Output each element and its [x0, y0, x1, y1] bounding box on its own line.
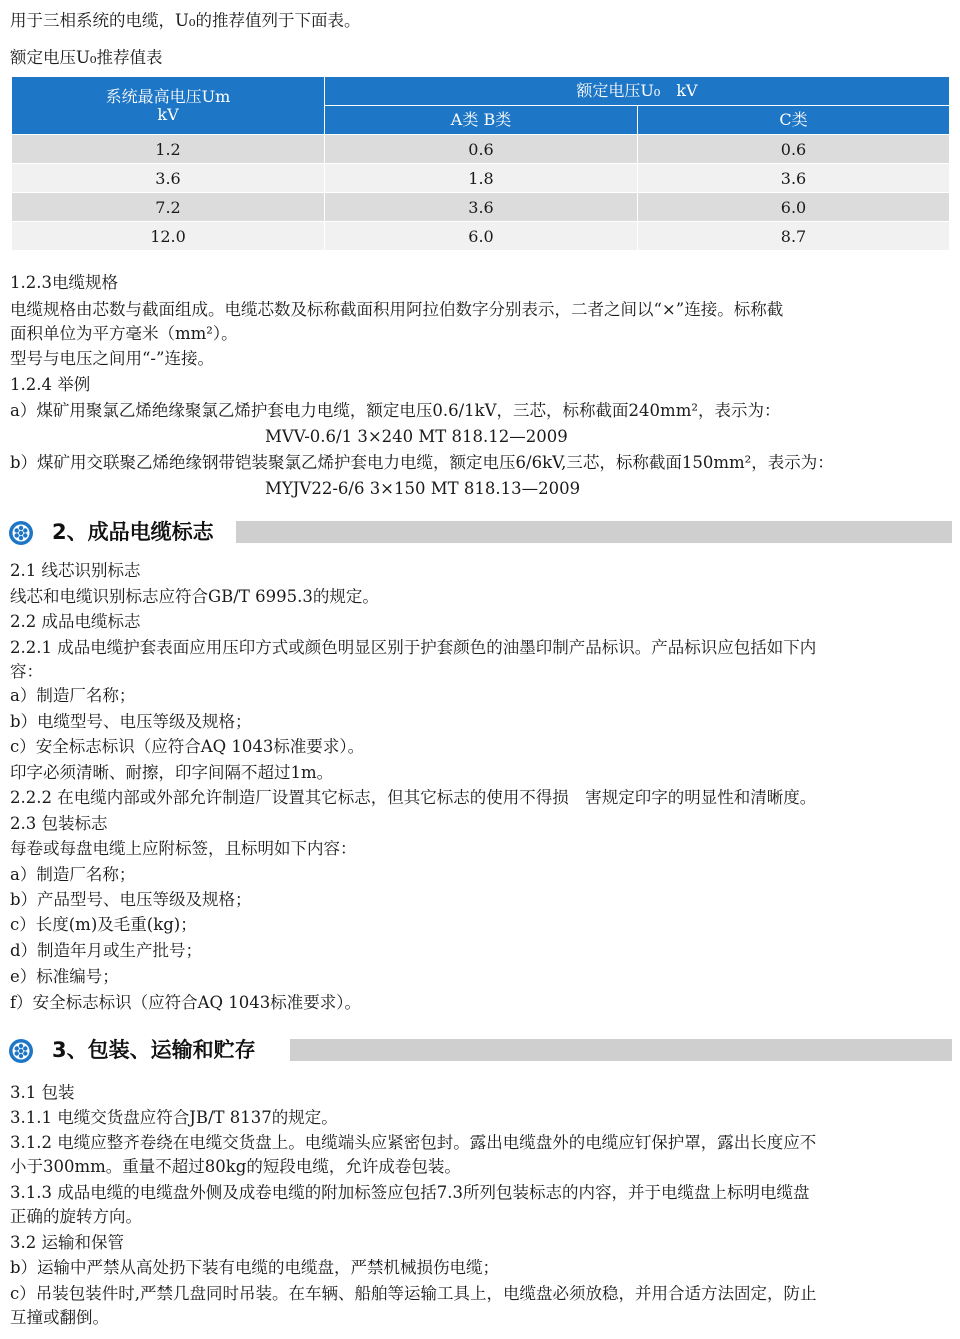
text-line: e）标准编号； — [10, 967, 119, 986]
section-3-title: 3、包装、运输和贮存 — [52, 1038, 256, 1062]
text-line: 型号与电压之间用“-”连接。 — [10, 349, 214, 368]
text-line: a）制造厂名称； — [10, 686, 136, 705]
text-line: 3.2 运输和保管 — [10, 1233, 124, 1252]
text-line: 1.2.4 举例 — [10, 375, 91, 394]
text-line: c）安全标志标识（应符合AQ 1043标准要求）。 — [10, 737, 365, 756]
text-line: d）制造年月或生产批号； — [10, 941, 203, 960]
text-line: 正确的旋转方向。 — [10, 1207, 142, 1226]
text-line: 面积单位为平方毫米（mm²）。 — [10, 324, 238, 343]
cable-cross-section-icon — [8, 1038, 34, 1064]
text-line: 2.1 线芯识别标志 — [10, 561, 141, 580]
text-line: b）电缆型号、电压等级及规格； — [10, 712, 252, 731]
section-2-bar — [236, 521, 952, 543]
text-line: 2.2.1 成品电缆护套表面应用压印方式或颜色明显区别于护套颜色的油墨印制产品标识。产品标识应包括如下内 — [10, 638, 817, 657]
table-cell: 3.6 — [325, 193, 638, 222]
text-line: 互撞或翻倒。 — [10, 1308, 109, 1327]
table-title: 额定电压U₀推荐值表 — [10, 48, 163, 67]
text-line: 每卷或每盘电缆上应附标签，且标明如下内容： — [10, 839, 357, 858]
header-system-max-voltage-unit: kV — [157, 104, 179, 124]
header-class-ab: A类 B类 — [325, 106, 638, 135]
text-line: f）安全标志标识（应符合AQ 1043标准要求）。 — [10, 993, 362, 1012]
text-line: 3.1.1 电缆交货盘应符合JB/T 8137的规定。 — [10, 1108, 338, 1127]
table-cell: 0.6 — [325, 135, 638, 164]
table-row — [12, 193, 950, 222]
table-cell: 1.2 — [12, 135, 325, 164]
text-line: 3.1.3 成品电缆的电缆盘外侧及成卷电缆的附加标签应包括7.3所列包装标志的内容，并于电缆盘上标明电缆盘 — [10, 1183, 810, 1202]
text-line: 3.1.2 电缆应整齐卷绕在电缆交货盘上。电缆端头应紧密包封。露出电缆盘外的电缆应钉保护罩，露出长度应不 — [10, 1133, 817, 1152]
section-2-header — [8, 517, 952, 547]
text-line: b）产品型号、电压等级及规格； — [10, 890, 252, 909]
header-system-max-voltage — [12, 77, 325, 135]
intro-text: 用于三相系统的电缆，U₀的推荐值列于下面表。 — [10, 11, 361, 30]
text-line: MVV-0.6/1 3×240 MT 818.12—2009 — [265, 427, 568, 446]
table-body — [12, 135, 950, 251]
cable-cross-section-icon — [8, 520, 34, 546]
table-cell: 12.0 — [12, 222, 325, 251]
section-3-header — [8, 1035, 952, 1065]
text-line: 2.2.2 在电缆内部或外部允许制造厂设置其它标志，但其它标志的使用不得损 害规定印字的明显性和清晰度。 — [10, 788, 817, 807]
header-system-max-voltage-label: 系统最高电压Um — [105, 86, 231, 106]
text-line: 线芯和电缆识别标志应符合GB/T 6995.3的规定。 — [10, 587, 379, 606]
text-line: 2.2 成品电缆标志 — [10, 612, 141, 631]
table-cell: 7.2 — [12, 193, 325, 222]
text-line: a）煤矿用聚氯乙烯绝缘聚氯乙烯护套电力电缆，额定电压0.6/1kV，三芯，标称截面240mm²，表示为： — [10, 401, 781, 420]
table-cell: 8.7 — [638, 222, 950, 251]
table-cell: 3.6 — [638, 164, 950, 193]
text-line: 小于300mm。重量不超过80kg的短段电缆，允许成卷包装。 — [10, 1157, 461, 1176]
text-line: MYJV22-6/6 3×150 MT 818.13—2009 — [265, 479, 581, 498]
text-line: 电缆规格由芯数与截面组成。电缆芯数及标称截面积用阿拉伯数字分别表示，二者之间以“×”连接。标称截 — [10, 300, 784, 319]
text-line: c）长度(m)及毛重(kg)； — [10, 915, 197, 934]
header-class-c: C类 — [638, 106, 950, 135]
text-line: b）煤矿用交联聚乙烯绝缘钢带铠装聚氯乙烯护套电力电缆，额定电压6/6kV,三芯，标称截面150mm²，表示为： — [10, 453, 834, 472]
table-row — [12, 135, 950, 164]
table-cell: 0.6 — [638, 135, 950, 164]
table-cell: 6.0 — [638, 193, 950, 222]
table-row — [12, 222, 950, 251]
text-line: a）制造厂名称； — [10, 865, 136, 884]
text-line: 印字必须清晰、耐擦，印字间隔不超过1m。 — [10, 763, 334, 782]
table-row — [12, 164, 950, 193]
section-2-title: 2、成品电缆标志 — [52, 520, 214, 544]
text-line: c）吊装包装件时,严禁几盘同时吊装。在车辆、船舶等运输工具上，电缆盘必须放稳，并用合适方法固定，防止 — [10, 1284, 817, 1303]
text-line: 容： — [10, 662, 43, 681]
header-rated-voltage: 额定电压U₀ kV — [325, 77, 950, 106]
uo-recommendation-table — [11, 76, 950, 251]
text-line: 2.3 包装标志 — [10, 814, 108, 833]
text-line: 3.1 包装 — [10, 1083, 75, 1102]
section-3-bar — [290, 1039, 952, 1061]
table-cell: 3.6 — [12, 164, 325, 193]
table-cell: 1.8 — [325, 164, 638, 193]
table-cell: 6.0 — [325, 222, 638, 251]
text-line: b）运输中严禁从高处扔下装有电缆的电缆盘，严禁机械损伤电缆； — [10, 1258, 500, 1277]
text-line: 1.2.3电缆规格 — [10, 273, 118, 292]
